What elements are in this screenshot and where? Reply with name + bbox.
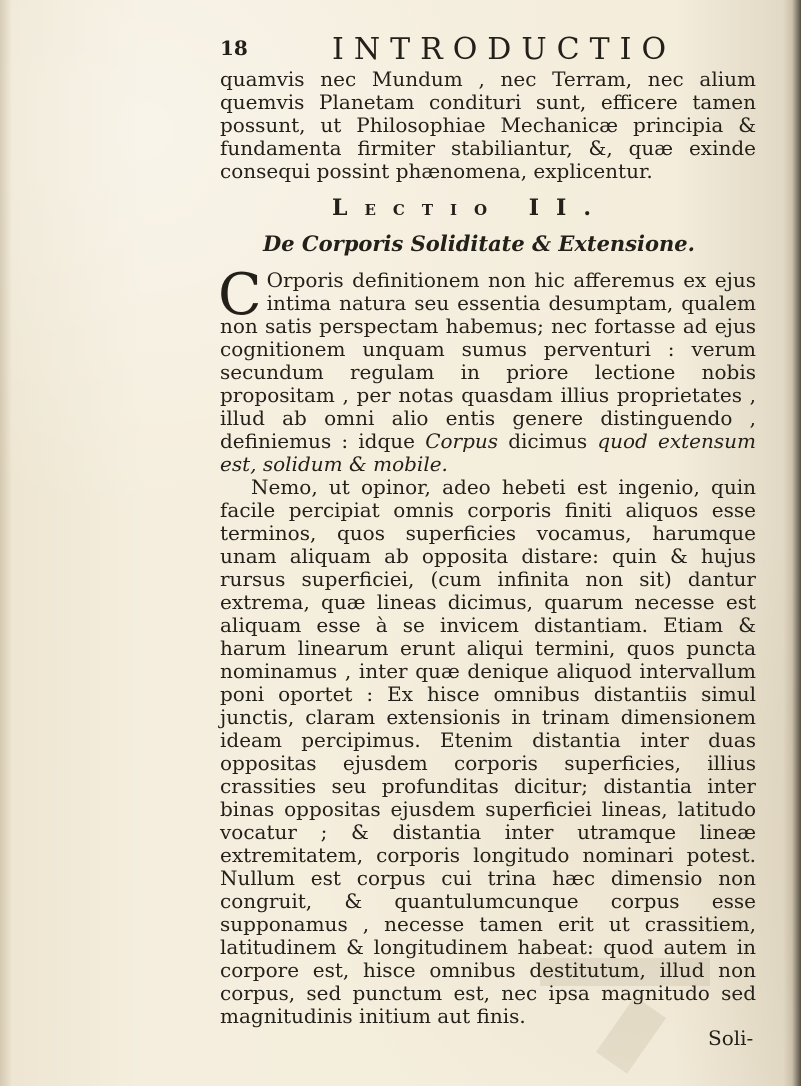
subtitle-ampersand: & — [532, 231, 552, 256]
definition-term-phrase: quod extensum est, solidum & mobile. — [220, 429, 756, 476]
right-page-edge — [783, 0, 801, 1086]
section-heading: Lectio II. — [332, 195, 608, 221]
section-subtitle — [220, 230, 756, 258]
main-text — [220, 68, 756, 1028]
drop-cap: C — [218, 262, 262, 328]
left-page-shadow — [0, 0, 12, 1086]
subtitle-suffix: Extensione. — [551, 231, 695, 256]
definition-text-middle: dicimus — [498, 429, 598, 453]
intro-paragraph: quamvis nec Mundum , nec Terram, nec alium quemvis Planetam condituri sunt, efficere tamen possunt, ut Philosophiae Mechanicæ principia & fundamenta firmiter stabiliantur, &, quæ exinde consequi possint phænomena, explicentur. — [220, 67, 756, 183]
page-header — [220, 30, 677, 72]
subtitle-prefix: De Corporis Soliditate — [263, 231, 533, 256]
definition-term-corpus: Corpus — [425, 429, 499, 453]
catchword: Soli- — [708, 1026, 754, 1050]
definition-paragraph — [218, 262, 756, 476]
running-title: INTRODUCTIO — [332, 32, 677, 67]
extension-paragraph: Nemo, ut opinor, adeo hebeti est ingenio, quin facile percipiat omnis corporis finiti aliquos esse terminos, quos superficies vocamus, harumque unam aliquam ab opposita distare: quin & hujus rursus superficiei, (cum infinita non sit) dantur extrema, quæ lineas dicimus, quarum necesse est aliquam esse à se invicem distantiam. Etiam & harum linearum erunt aliqui termini, quos puncta nominamus , inter quæ denique aliquod intervallum poni oportet : Ex hisce omnibus distantiis simul junctis, claram extensionis in trinam dimensionem ideam percipimus. Etenim distantia inter duas oppositas ejusdem corporis superficies, illius crassities seu profunditas dicitur; distantia inter binas oppositas ejusdem superficiei lineas, latitudo vocatur ; & distantia inter utramque lineæ extremitatem, corporis longitudo nominari potest. Nullum est corpus cui trina hæc dimensio non congruit, & quantulumcunque corpus esse supponamus , necesse tamen erit ut crassitiem, latitudinem & longitudinem habeat: quod autem in corpore est, hisce omnibus destitutum, illud non corpus, sed punctum est, nec ipsa magnitudo sed magnitudinis initium aut finis. — [220, 475, 756, 1028]
page-number: 18 — [220, 36, 248, 60]
definition-text-start: Orporis definitionem non hic afferemus ex ejus intima natura seu essentia desumptam, qualem non satis perspectam habemus; nec fortasse ad ejus cognitionem unquam sumus perventuri : verum secundum regulam in priore lectione nobis propositam , per notas quasdam illius proprietates , illud ab omni alio entis genere distinguendo , definiemus : idque — [220, 268, 756, 453]
